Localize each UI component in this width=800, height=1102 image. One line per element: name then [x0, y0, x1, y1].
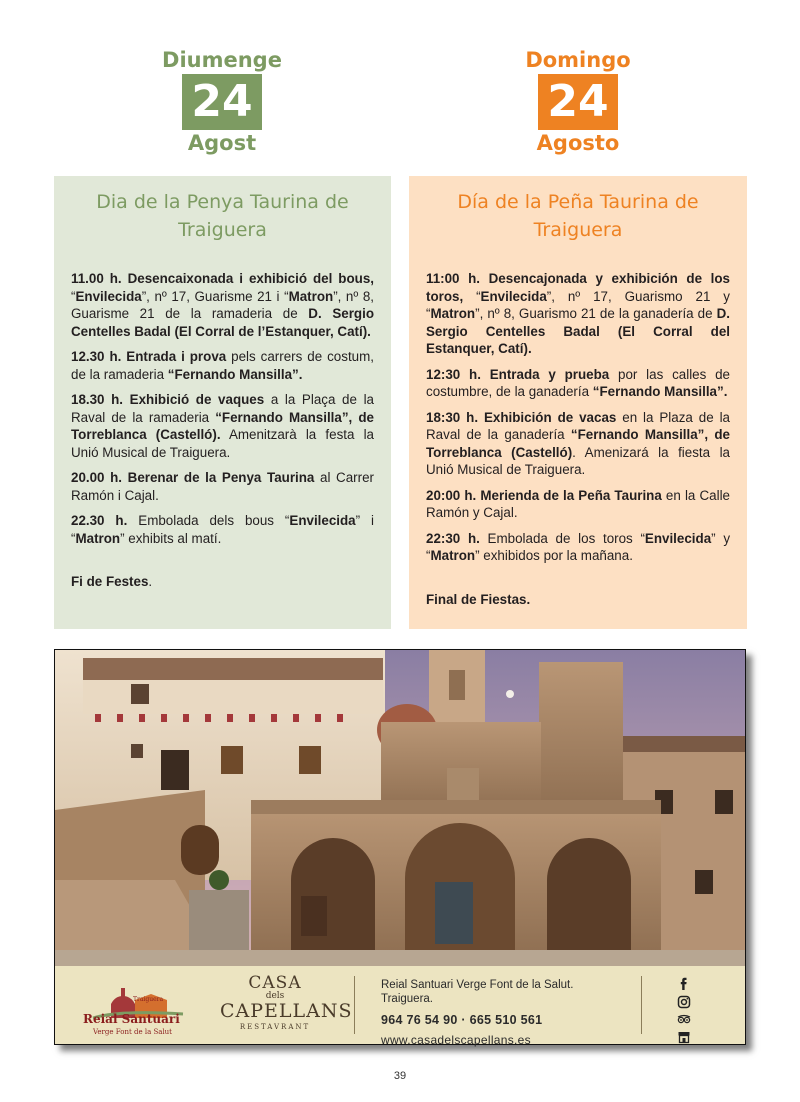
day-of-week: Diumenge: [162, 48, 282, 72]
event-item: 18.30 h. Exhibició de vaques a la Plaça de la Raval de la ramaderia “Fernando Mansilla”, de Torreblanca (Castelló). Amenitzarà la festa la Unió Musical de Traiguera.: [71, 392, 375, 460]
sanctuary-logo-name: Reial Santuari: [83, 1012, 180, 1026]
panel-title: Dia de la Penya Taurina de Traiguera: [96, 191, 349, 241]
restaurant-logo: CASA dels CAPELLANS RESTAVRANT: [220, 973, 353, 1031]
sanctuary-logo-subtitle: Verge Font de la Salut: [93, 1028, 172, 1036]
website-link[interactable]: www.casadelscapellans.es: [381, 1033, 531, 1047]
event-item: 12.30 h. Entrada i prova pels carrers de costum, de la ramaderia “Fernando Mansilla”.: [71, 349, 374, 382]
contact-info: [381, 978, 573, 1048]
event-item: 20.00 h. Berenar de la Penya Taurina al Carrer Ramón i Cajal.: [71, 470, 375, 503]
month: Agost: [187, 131, 257, 155]
divider: [354, 976, 355, 1034]
event-item: 22:30 h. Embolada de los toros “Envilecida” y “Matron” exhibidos por la mañana.: [426, 530, 731, 563]
date-header-right: [488, 48, 668, 155]
end-of-festivities: Final de Fiestas.: [426, 591, 531, 607]
page-number: 39: [393, 1070, 407, 1082]
day-number: 24: [182, 74, 262, 130]
event-item: 20:00 h. Merienda de la Peña Taurina en la Calle Ramón y Cajal.: [426, 487, 730, 520]
address-line-1: Reial Santuari Verge Font de la Salut.: [381, 979, 574, 991]
tripadvisor-icon[interactable]: [677, 1011, 691, 1025]
restaurant-ad-bar: [55, 966, 745, 1047]
program-panel-spanish: [409, 176, 747, 629]
event-item: 22.30 h. Embolada dels bous “Envilecida” i “Matron” exhibits al matí.: [71, 513, 374, 546]
store-icon[interactable]: [677, 1029, 691, 1043]
event-item: 18:30 h. Exhibición de vacas en la Plaza de la Raval de la ganadería “Fernando Mansilla”, de Torreblanca (Castelló). Amenizará la fiesta la Unió Musical de Traiguera.: [426, 409, 731, 477]
date-header-left: [132, 48, 312, 155]
divider: [641, 976, 642, 1034]
day-of-week: Domingo: [525, 48, 631, 72]
month: Agosto: [536, 131, 620, 155]
end-of-festivities: Fi de Festes.: [71, 574, 153, 589]
event-item: 12:30 h. Entrada y prueba por las calles de costumbre, de la ganadería “Fernando Mansilla”.: [426, 366, 730, 399]
event-item: 11:00 h. Desencajonada y exhibición de los toros, “Envilecida”, nº 17, Guarismo 21 y “Matron”, nº 8, Guarismo 21 de la ganadería de D. Sergio Centelles Badal (El Corral del Estanquer, Catí).: [426, 271, 730, 356]
instagram-icon[interactable]: [677, 994, 691, 1008]
sanctuary-logo-label: Traiguera: [133, 996, 164, 1003]
social-icons: [677, 976, 693, 1046]
program-panel-valencian: [54, 176, 391, 629]
day-number: 24: [538, 74, 618, 130]
event-item: 11.00 h. Desencaixonada i exhibició del bous, “Envilecida”, nº 17, Guarisme 21 i “Matron”, nº 8, Guarisme 21 de la ramaderia de D. Sergio Centelles Badal (El Corral de l’Estanquer, Catí).: [71, 271, 374, 339]
address-line-2: Traiguera.: [381, 993, 433, 1005]
facebook-icon[interactable]: [677, 976, 691, 990]
phone-numbers: 964 76 54 90 · 665 510 561: [381, 1013, 543, 1027]
sanctuary-logo: [79, 974, 199, 1036]
panel-title: Día de la Peña Taurina de Traiguera: [457, 191, 699, 241]
